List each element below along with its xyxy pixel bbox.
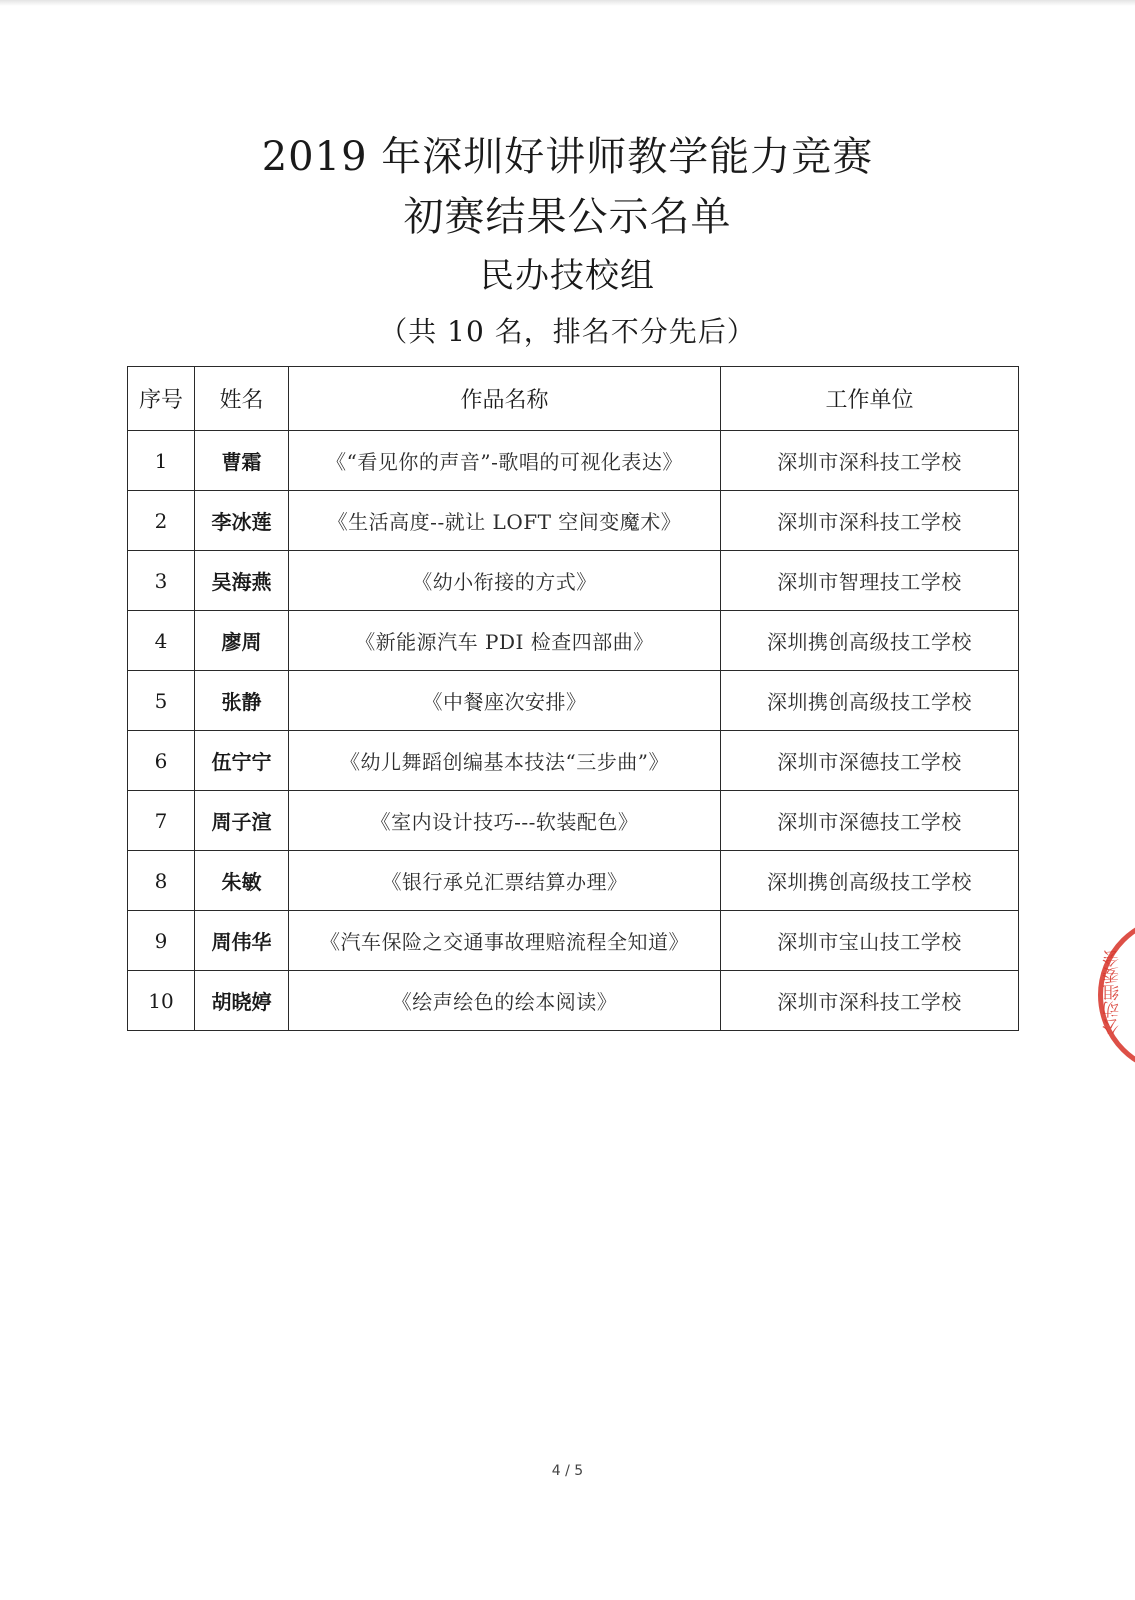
workplace: 深圳市深科技工学校 — [721, 431, 1019, 491]
table-row — [128, 491, 1019, 551]
work-title: 《“看见你的声音”-歌唱的可视化表达》 — [289, 431, 721, 491]
work-title: 《绘声绘色的绘本阅读》 — [289, 971, 721, 1031]
workplace: 深圳市深德技工学校 — [721, 791, 1019, 851]
scan-edge — [0, 0, 1135, 6]
workplace: 深圳市深科技工学校 — [721, 971, 1019, 1031]
table-row — [128, 791, 1019, 851]
participant-name: 张静 — [195, 671, 289, 731]
participant-name: 伍宁宁 — [195, 731, 289, 791]
table-row — [128, 671, 1019, 731]
column-header-work-title: 作品名称 — [289, 367, 721, 431]
page-number: 4 / 5 — [551, 1463, 584, 1479]
participant-name: 吴海燕 — [195, 551, 289, 611]
table-row — [128, 611, 1019, 671]
workplace: 深圳携创高级技工学校 — [721, 611, 1019, 671]
work-title: 《幼小衔接的方式》 — [289, 551, 721, 611]
row-number: 5 — [128, 671, 195, 731]
work-title: 《汽车保险之交通事故理赔流程全知道》 — [289, 911, 721, 971]
workplace: 深圳市智理技工学校 — [721, 551, 1019, 611]
work-title: 《室内设计技巧---软装配色》 — [289, 791, 721, 851]
work-title: 《银行承兑汇票结算办理》 — [289, 851, 721, 911]
work-title: 《生活高度--就让 LOFT 空间变魔术》 — [289, 491, 721, 551]
table-row — [128, 731, 1019, 791]
workplace: 深圳市宝山技工学校 — [721, 911, 1019, 971]
participant-name: 周子渲 — [195, 791, 289, 851]
table-row — [128, 911, 1019, 971]
row-number: 2 — [128, 491, 195, 551]
document-title: 2019 年深圳好讲师教学能力竞赛 — [261, 134, 874, 180]
participant-name: 廖周 — [195, 611, 289, 671]
seal-text: 公动组委会 — [1103, 950, 1123, 1035]
row-number: 4 — [128, 611, 195, 671]
results-table — [127, 366, 1019, 1031]
column-header-number: 序号 — [128, 367, 195, 431]
workplace: 深圳市深德技工学校 — [721, 731, 1019, 791]
work-title: 《新能源汽车 PDI 检查四部曲》 — [289, 611, 721, 671]
document-subtitle: 初赛结果公示名单 — [403, 194, 732, 240]
row-number: 9 — [128, 911, 195, 971]
row-number: 3 — [128, 551, 195, 611]
column-header-name: 姓名 — [195, 367, 289, 431]
table-row — [128, 431, 1019, 491]
workplace: 深圳市深科技工学校 — [721, 491, 1019, 551]
work-title: 《中餐座次安排》 — [289, 671, 721, 731]
table-row — [128, 971, 1019, 1031]
row-number: 6 — [128, 731, 195, 791]
participant-name: 朱敏 — [195, 851, 289, 911]
row-number: 10 — [128, 971, 195, 1031]
table-header-row — [128, 367, 1019, 431]
row-number: 1 — [128, 431, 195, 491]
count-note: （共 10 名，排名不分先后） — [379, 315, 756, 348]
row-number: 8 — [128, 851, 195, 911]
participant-name: 李冰莲 — [195, 491, 289, 551]
workplace: 深圳携创高级技工学校 — [721, 851, 1019, 911]
workplace: 深圳携创高级技工学校 — [721, 671, 1019, 731]
participant-name: 周伟华 — [195, 911, 289, 971]
column-header-workplace: 工作单位 — [721, 367, 1019, 431]
work-title: 《幼儿舞蹈创编基本技法“三步曲”》 — [289, 731, 721, 791]
group-heading: 民办技校组 — [480, 256, 655, 296]
participant-name: 胡晓婷 — [195, 971, 289, 1031]
table-row — [128, 851, 1019, 911]
participant-name: 曹霜 — [195, 431, 289, 491]
table-row — [128, 551, 1019, 611]
row-number: 7 — [128, 791, 195, 851]
